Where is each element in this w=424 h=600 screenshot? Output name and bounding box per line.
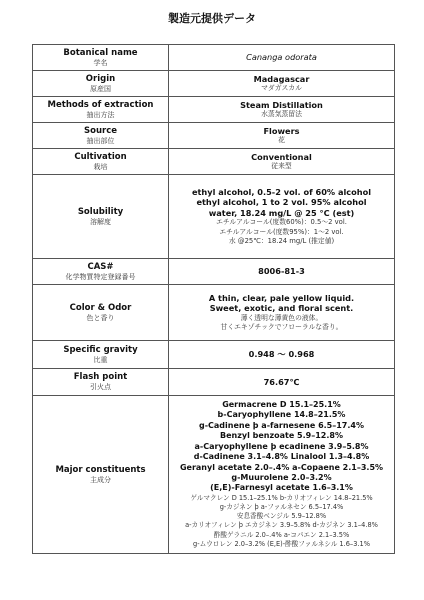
row-label: Flash point 引火点 — [33, 369, 169, 396]
row-value: Conventional 従来型 — [169, 149, 395, 175]
row-value: 8006-81-3 — [169, 259, 395, 285]
row-label: Botanical name 学名 — [33, 45, 169, 71]
row-value: ethyl alcohol, 0.5-2 vol. of 60% alcohol ethyl alcohol, 1 to 2 vol. 95% alcohol water, 18.24 mg/L @ 25 °C (est) エチルアルコール(度数60%)：0.5～2 vol. エチルアルコール(度数95%)：1～2 vol. 水 @25℃：18.24 mg/L (推定値) — [169, 175, 395, 259]
table-row — [33, 175, 395, 259]
table-row — [33, 97, 395, 123]
table-row — [33, 123, 395, 149]
table-row — [33, 71, 395, 97]
row-label: Cultivation 栽培 — [33, 149, 169, 175]
row-label: Color & Odor 色と香り — [33, 285, 169, 341]
row-value: 0.948 ～ 0.968 — [169, 341, 395, 369]
row-label: Specific gravity 比重 — [33, 341, 169, 369]
row-label: Source 抽出部位 — [33, 123, 169, 149]
table-row — [33, 341, 395, 369]
table-row — [33, 45, 395, 71]
row-value: Flowers 花 — [169, 123, 395, 149]
row-label: Origin 原産国 — [33, 71, 169, 97]
row-label: Major constituents 主成分 — [33, 396, 169, 554]
row-value: Germacrene D 15.1–25.1% b-Caryophyllene 14.8–21.5% g-Cadinene þ a-farnesene 6.5–17.4% Benzyl benzoate 5.9–12.8% a-Caryophyllene þ ecadinene 3.9–5.8% d-Cadinene 3.1–4.8% Linalool 1.3–4.8% Geranyl acetate 2.0–.4% a-Copaene 2.1–3.5% g-Muurolene 2.0–3.2% (E,E)-Farnesyl acetate 1.6–3.1% ゲルマクレン D 15.1–25.1% b-カリオフィレン 14.8–21.5% g-カジネン þ a-ファルネセン 6.5–17.4% 安息香酸ベンジル 5.9–12.8% a-カリオフィレン þ エカジネン 3.9–5.8% d-カジネン 3.1–4.8% 酢酸ゲラニル 2.0–.4% a-コパエン 2.1–3.5% g-ムウロレン 2.0–3.2% (E,E)-酢酸ファルネシル 1.6–3.1% — [169, 396, 395, 554]
row-value: Madagascar マダガスカル — [169, 71, 395, 97]
table-row — [33, 369, 395, 396]
row-value: Steam Distillation 水蒸気蒸留法 — [169, 97, 395, 123]
row-label: Solubility 溶解度 — [33, 175, 169, 259]
table-row — [33, 149, 395, 175]
table-row — [33, 285, 395, 341]
table-row — [33, 259, 395, 285]
page-title: 製造元提供データ — [168, 12, 256, 25]
row-value: Cananga odorata — [169, 45, 395, 71]
row-value: 76.67℃ — [169, 369, 395, 396]
spec-table — [32, 44, 395, 554]
row-label: Methods of extraction 抽出方法 — [33, 97, 169, 123]
row-value: A thin, clear, pale yellow liquid. Sweet, exotic, and floral scent. 薄く透明な薄黄色の液体。 甘くエキゾチックでフローラルな香り。 — [169, 285, 395, 341]
row-label: CAS# 化学物質特定登録番号 — [33, 259, 169, 285]
table-row — [33, 396, 395, 554]
